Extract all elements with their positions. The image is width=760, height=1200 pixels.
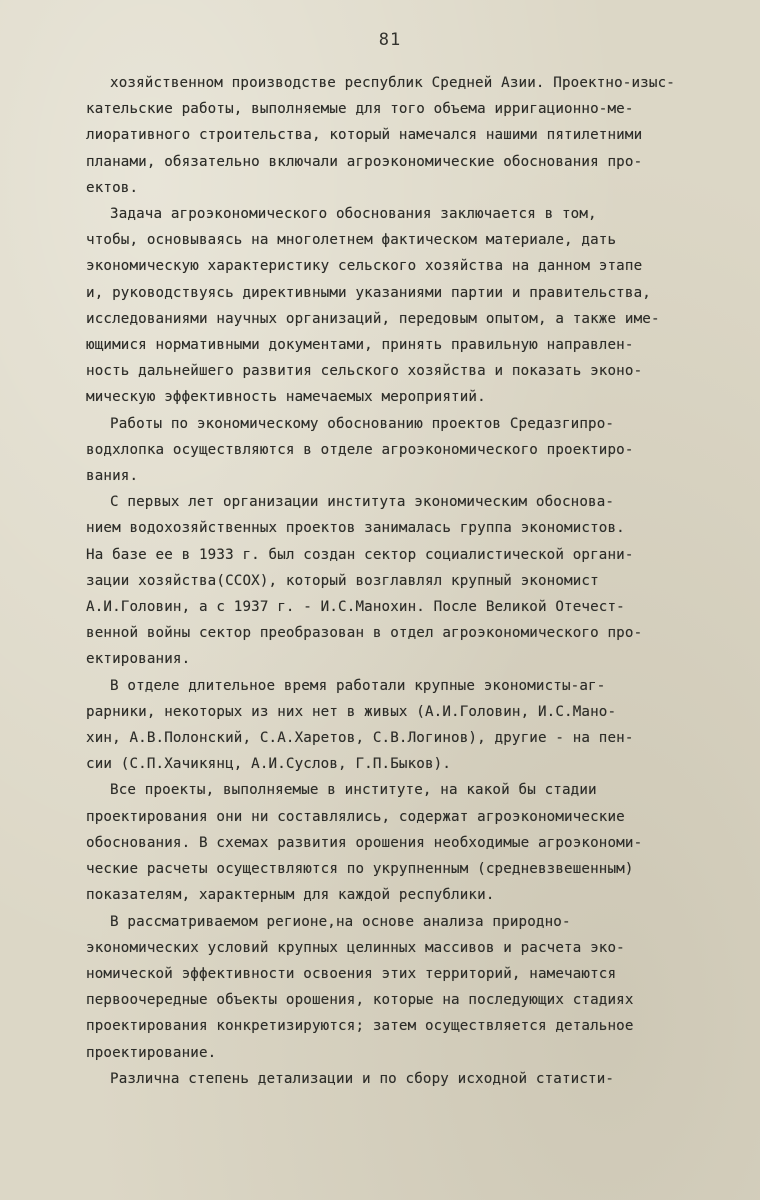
text-line: исследованиями научных организаций, передовым опытом, а также име- <box>86 310 660 327</box>
paragraph <box>86 489 694 672</box>
text-line: ющимися нормативными документами, принять правильную направлен- <box>86 337 634 354</box>
text-line: ческие расчеты осуществляются по укрупненным (средневзвешенным) <box>86 861 634 878</box>
body-text <box>86 70 694 1092</box>
text-line: сии (С.П.Хачикянц, А.И.Суслов, Г.П.Быков). <box>86 756 452 773</box>
text-line: Задача агроэкономического обоснования заключается в том, <box>110 206 597 223</box>
text-line: Работы по экономическому обоснованию проектов Средазгипро- <box>110 415 615 432</box>
text-line: кательские работы, выполняемые для того объема ирригационно-ме- <box>86 101 634 118</box>
text-line: экономическую характеристику сельского хозяйства на данном этапе <box>86 258 643 275</box>
text-line: рарники, некоторых из них нет в живых (А.И.Головин, И.С.Мано- <box>86 703 617 720</box>
paragraph <box>86 70 694 201</box>
text-line: планами, обязательно включали агроэкономические обоснования про- <box>86 153 643 170</box>
text-line: венной войны сектор преобразован в отдел агроэкономического про- <box>86 625 643 642</box>
text-line: вания. <box>86 468 139 485</box>
paragraph <box>86 201 694 411</box>
text-line: проектирование. <box>86 1044 217 1061</box>
text-line: лиоративного строительства, который намечался нашими пятилетними <box>86 127 643 144</box>
page-number: 81 <box>378 30 402 50</box>
text-line: Различна степень детализации и по сбору исходной статисти- <box>110 1070 615 1087</box>
text-line: ность дальнейшего развития сельского хозяйства и показать эконо- <box>86 363 643 380</box>
paragraph <box>86 1066 694 1092</box>
text-line: В отделе длительное время работали крупные экономисты-аг- <box>110 677 606 694</box>
text-line: В рассматриваемом регионе,на основе анализа природно- <box>110 913 571 930</box>
text-line: С первых лет организации института экономическим обоснова- <box>110 494 615 511</box>
paragraph <box>86 673 694 778</box>
text-line: На базе ее в 1933 г. был создан сектор социалистической органи- <box>86 546 634 563</box>
text-line: хозяйственном производстве республик Средней Азии. Проектно-изыс- <box>110 75 675 91</box>
text-line: показателям, характерным для каждой республики. <box>86 887 495 904</box>
text-line: зации хозяйства(ССОХ), который возглавлял крупный экономист <box>86 572 599 589</box>
text-line: номической эффективности освоения этих территорий, намечаются <box>86 965 617 982</box>
text-line: водхлопка осуществляются в отделе агроэкономического проектиро- <box>86 441 634 458</box>
text-line: А.И.Головин, а с 1937 г. - И.С.Манохин. После Великой Отечест- <box>86 599 625 616</box>
text-line: проектирования конкретизируются; затем осуществляется детальное <box>86 1018 634 1035</box>
text-line: ектов. <box>86 179 139 196</box>
paragraph <box>86 777 694 908</box>
text-line: чтобы, основываясь на многолетнем фактическом материале, дать <box>86 232 617 249</box>
text-line: экономических условий крупных целинных массивов и расчета эко- <box>86 939 625 956</box>
paragraph <box>86 909 694 1066</box>
text-line: обоснования. В схемах развития орошения необходимые агроэкономи- <box>86 834 643 851</box>
text-line: и, руководствуясь директивными указаниями партии и правительства, <box>86 284 651 301</box>
text-line: мическую эффективность намечаемых мероприятий. <box>86 389 486 406</box>
text-line: нием водохозяйственных проектов занималась группа экономистов. <box>86 520 625 537</box>
text-line: ектирования. <box>86 651 191 668</box>
text-line: первоочередные объекты орошения, которые на последующих стадиях <box>86 992 634 1009</box>
text-line: проектирования они ни составлялись, содержат агроэкономические <box>86 808 625 825</box>
text-line: хин, А.В.Полонский, С.А.Харетов, С.В.Логинов), другие - на пен- <box>86 730 634 747</box>
paragraph <box>86 411 694 490</box>
text-line: Все проекты, выполняемые в институте, на какой бы стадии <box>110 782 597 799</box>
